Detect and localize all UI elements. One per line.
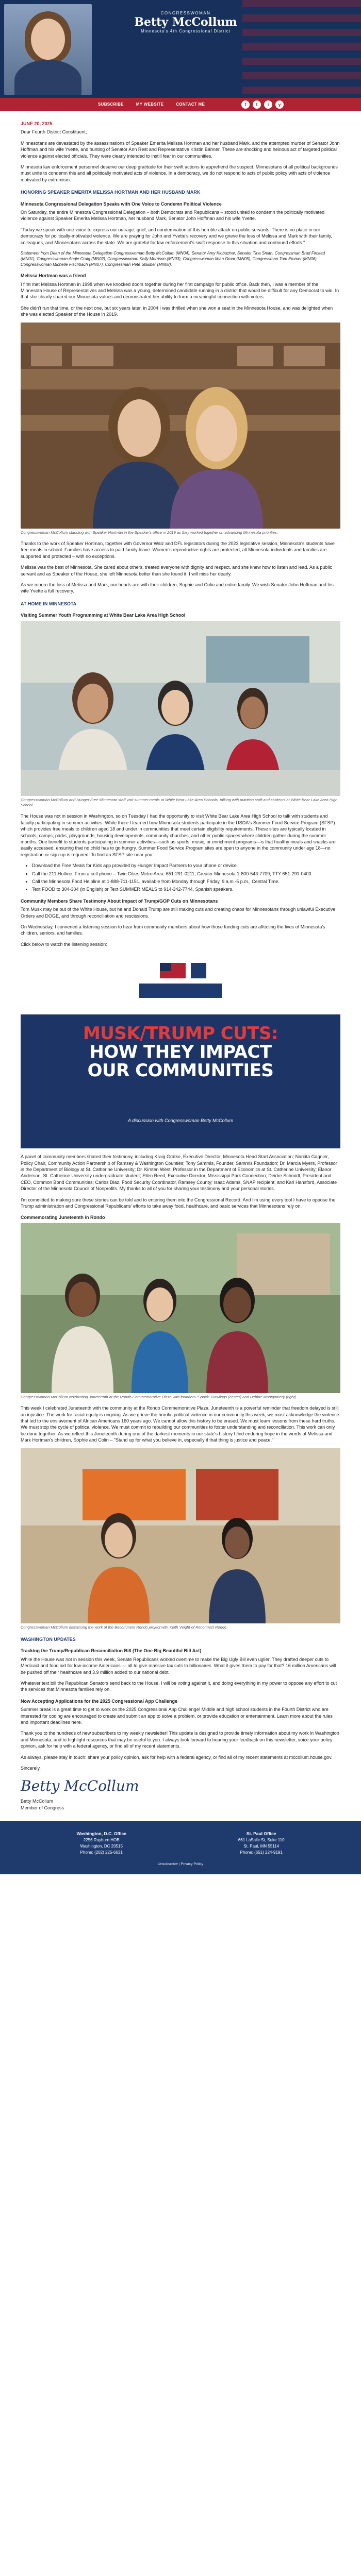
youtube-icon[interactable]: y [275,100,284,109]
office-address: 2256 Rayburn HOB [83,1837,120,1842]
paragraph: The House was not in session in Washington, so on Tuesday I had the opportunity to visit White Bear Lake Area High School to talk with students and faculty participating in summer activities. While there I learned how Minnesota students participate in the USDA's Summer Food Service Program (SFSP) which provides free meals to children aged 18 and under in communities that meet certain eligibility requirements. These sites are typically located in schools, camps, parks, playgrounds, housing developments, community churches, and other public spaces where children gather during the summer months. One benefit to students participating in summer activities—such as sports, music, or enrichment programs—is that healthy meals and snacks are easily accessed, ensuring that no child has to go hungry. Summer Food Service Program sites are open to anyone in the community under age 18—no registration or sign-up is required. To find an SFSP site near you: [21,814,336,857]
promo-line-3: OUR COMMUNITIES [87,1060,274,1081]
footer [0,1821,361,1874]
paragraph: On Saturday, the entire Minnesota Congressional Delegation – both Democrats and Republicans – stood united to condemn the politically motivated violence against Speaker Emerita Melissa Hortman, her husband Mark, Senator John Hoffman and his wife Yvette. [21,210,325,222]
paragraph: This week I celebrated Juneteenth with the community at the Rondo Commemorative Plaza. Juneteenth is a powerful reminder that freedom delayed is still an injustice. The work for racial equity is ongoing. As we grieve the horrific political violence in our community this week, we must acknowledge the violence that led to the enslavement of African Americans 160 years ago. We cannot allow this history to be erased. We must learn lessons from these hard truths. We must stop the cycle of political violence. We must commit to rebuilding our communities to foster understanding and reconciliation. This work can only be done together. As we reflect this Juneteenth during one of the darkest moments in our state's history I find enduring hope in the words of Melissa and Mark Hortman's children, Sophie and Colin – "Stand up for what you believe in, especially if that thing is justice and peace." [21,1405,339,1443]
paragraph: Whatever text bill the Republican Senators send back to the House, I will be voting against it, and doing everything in my power to oppose any effort to cut the services that Minnesota families rely on. [21,1681,337,1692]
photo-caption: Congresswoman McCollum discussing the work of the Becomment Rondo project with Keith Veight of Reconnect Rondo. [21,1624,228,1630]
paragraph: While the House was not in session this week, Senate Republicans worked overtime to make the Big Ugly Bill even uglier. They drafted deeper cuts to Medicaid and food aid for low-income Americans — all to give massive tax cuts to billionaires. What it gives them to pay for that? 16 million Americans will be pushed off their healthcare and 3.9 million added to our national debt. [21,1656,336,1675]
intro-paragraph: Minnesotans are devastated by the assassinations of Speaker Emerita Melissa Hortman and her husband Mark, and the attempted murder of Senator John Hoffman and his wife Yvette, and hunting of Senator Ann Rest and Representative Kristin Bahner. These are shocking and heinous act of targeted political violence against elected officials. They were clearly intended to instill fear in our communities. [21,140,340,159]
paragraph: Melissa was the best of Minnesota. She cared about others, treated everyone with dignity and respect, and she knew how to listen and lead. As a public servant and as Speaker of the House, she left Minnesota better than she found it. I will miss her dearly. [21,565,332,577]
brand-name: Betty McCollum [134,15,237,29]
office-phone: Phone: (202) 225-6631 [80,1850,123,1855]
promo-line-2: HOW THEY IMPACT [89,1041,272,1062]
subheading: Melissa Hortman was a friend [21,273,86,279]
closing: Sincerely, [21,1766,41,1771]
twitter-icon[interactable]: t [253,100,261,109]
office-address: Washington, DC 20515 [80,1843,123,1849]
subheading: Commemorating Juneteenth in Rondo [21,1215,105,1221]
social-links [238,100,284,109]
office-mn [238,1831,285,1856]
paragraph: As we mourn the loss of Melissa and Mark, our hearts are with their children, Sophie and Colin and entire family. We wish Senator John Hoffman and his wife Yvette a full recovery. [21,582,334,594]
photo-reconnect-rondo [21,1448,340,1623]
paragraph: A panel of community members shared their testimony, including Kraig Gratke, Executive Director, Minnesota Head Start Association; Narcita Gagnier, Policy Chair, Community Action Partnership of Ramsey & Washington Counties; Tony Sammis, Founder, Sammis Foundation; Dr. Marcia Myers, Professor in the Department of Biology at St. Catherine University; Dr. Kirsten West, Professor in the Department of Economics at St. Catherine University; Elanor Anderson, St. Catherine University undergraduate student; Ellen Reed, Executive Director, Mississippi Park Connection; Deidre Schmidt, President and CEO, Common Bond Communities; Carlos Diaz, Food Security Coordinator, Ramsey County; Isaac Adams, SNAP recipient; and Kari Hansford, Associate Director of the Minnesota Council of Nonprofits. My thanks to all of you for sharing your testimony and your personal stories. [21,1154,337,1192]
footer-offices [21,1831,340,1856]
paragraph: Thanks to the work of Speaker Hortman, together with Governor Walz and DFL legislators during the 2023 legislative session, Minnesota's students have free meals in school. Families have access to paid family leave. Women's reproductive rights are protected, all Minnesota individuals and families are supported and protected – with no exceptions. [21,540,335,559]
photo-caption: Congresswoman McCollum standing with Speaker Hortman in the Speaker's office in 2019 as they worked together on advancing Minnesota priorities. [21,530,278,535]
subheading: Community Members Share Testimony About Impact of Trump/GOP Cuts on Minnesotans [21,898,218,904]
nav-bar [0,98,361,111]
paragraph: Thank you to the hundreds of new subscribers to my weekly newsletter! This update is designed to provide timely information about my work in Washington and Minnesota, and to highlight resources that may be useful to you. I always look forward to hearing your feedback on this newsletter, voice your policy opinion, ask for help with a federal agency, or find all of my recent statements. [21,1731,339,1749]
promo-line-1: MUSK/TRUMP CUTS: [83,1023,278,1044]
paragraph: As always, please stay in touch: share your policy opinion, ask for help with a federal agency, or find all of my recent statements at mccollum.house.gov. [21,1754,333,1760]
photo-juneteenth [21,1223,340,1393]
nav-subscribe[interactable]: SUBSCRIBE [98,102,124,107]
office-phone: Phone: (651) 224-9191 [240,1850,283,1855]
photo-school-visit [21,621,340,796]
photo-caption: Congresswoman McCollum celebrating Juneteenth at the Rondo Commemorative Plaza with founders "Spock" Rawlings (center) and Debbie Montgomery (right). [21,1394,297,1399]
paragraph: On Wednesday, I convened a listening session to hear from community members about how those funding cuts are affecting the lives of Minnesota's children, seniors, and families. [21,924,325,936]
section-heading: HONORING SPEAKER EMERITA MELISSA HORTMAN AND HER HUSBAND MARK [21,190,201,195]
brand-small: CONGRESSWOMAN [160,11,211,15]
instagram-icon[interactable]: i [264,100,272,109]
resource-list [32,862,340,893]
subheading: Minnesota Congressional Delegation Speaks with One Voice to Condemn Political Violence [21,201,222,207]
promo-logo-band [21,953,340,1014]
paragraph: I'm committed to making sure these stories can be told and to entering them into the Congressional Record. And I'm using every tool I have to oppose the Trump administration and Congressional Republicans' efforts to take away food, healthcare, and basic services that Minnesotans rely on. [21,1197,336,1209]
promo-caption: A discussion with Congresswoman Betty McCollum [127,1118,234,1124]
list-item: • Call the Minnesota Food Helpline at 1-888-711-1151, available from Monday through Friday, 9 a.m.-5 p.m., Central Time. [32,878,340,885]
greeting: Dear Fourth District Constituent, [21,129,87,135]
signer-role: Member of Congress [21,1805,64,1810]
subheading: Tracking the Trump/Republican Reconciliation Bill (The One Big Beautiful Bill Act) [21,1648,202,1654]
paragraph: Click below to watch the listening session: [21,941,107,947]
office-label: St. Paul Office [246,1831,276,1836]
list-item: • Call the 211 Hotline. From a cell phone – Twin Cities Metro Area: 651-291-0211; Greater Minnesota 1-800-543-7709; TTY 651-291-0403. [32,871,340,877]
nav-website[interactable]: MY WEBSITE [136,102,164,107]
header-banner [0,0,361,98]
office-label: Washington, D.C. Office [76,1831,126,1836]
nav-contact[interactable]: CONTACT ME [176,102,205,107]
subheading: Now Accepting Applications for the 2025 Congressional App Challenge [21,1698,178,1704]
signer-block [21,1798,340,1811]
paragraph: Tom Musk may be out of the White House, but he and Donald Trump are still making cuts and creating chaos for Minnesotans through unlawful Executive Orders and DOGE, and through reconciliation and rescissions. [21,907,336,919]
quote-paragraph: "Today we speak with one voice to express our outrage, grief, and condemnation of this horrible attack on public servants. There is no place in our democracy for politically-motivated violence. We are praying for John and Yvette's recovery and we grieve the loss of Melissa and Mark with their family, colleagues, and Minnesotans across the state. We are grateful for law enforcement's swift response to this situation and continued efforts." [21,227,332,245]
brand-block [134,10,237,34]
photo-hortman-office [21,323,340,529]
intro-paragraph: Minnesota law enforcement personnel deserve our deep gratitude for their swift actions to apprehend the suspect. Minnesotans of all political backgrounds must unite to condemn this and all politically motivated acts of violence. In a democracy, we do not respond to acts of public policy with acts of violence motivated by extremism. [21,164,338,182]
office-address: 661 LaSalle St, Suite 110 [238,1837,285,1842]
listening-session-video[interactable] [21,953,340,1148]
paragraph: She didn't run that time, or the next one, but six years later, in 2004 I was thrilled when she won a seat in the Minnesota House, and was delighted when she was elected Speaker of the House in 2019. [21,305,333,317]
brand-sub: Minnesota's 4th Congressional District [141,29,231,34]
letter-body [0,111,361,1811]
office-dc [76,1831,126,1856]
photo-caption: Congresswoman McCollum and Hunger Free Minnesota staff visit summer meals at White Bear Lake Area Schools, talking with nutrition staff and students at White Bear Lake Area High School. [21,797,338,807]
section-heading: AT HOME IN MINNESOTA [21,601,77,606]
promo-title [21,1025,340,1080]
subheading: Visiting Summer Youth Programming at White Bear Lake Area High School [21,613,186,618]
section-heading: WASHINGTON UPDATES [21,1637,76,1642]
paragraph: I first met Melissa Hortman in 1998 when we knocked doors together during her first campaign for public office. Back then, I was a member of the Minnesota House of Representatives and Melissa was a young, determined candidate running in a district that would be difficult for any Democrat to win. In that she clearly shared our Minnesota values and demonstrated her ability to form a meaningful connection with voters. [21,281,339,300]
congresswoman-portrait [4,4,92,95]
list-item: • Text FOOD to 304-304 (in English) or Text SUMMER MEALS to 914-342-7744, Spanish speakers. [32,886,340,892]
newsletter-date: JUNE 20, 2025 [21,121,53,126]
office-address: St. Paul, MN 55114 [243,1843,280,1849]
signature: Betty McCollum [21,1777,139,1794]
footer-links[interactable]: Unsubscribe | Privacy Policy [157,1862,204,1866]
list-item: • Download the Free Meals for Kids app provided by Hunger Impact Partners to your phone or device. [32,862,340,869]
signer-name: Betty McCollum [21,1799,54,1804]
facebook-icon[interactable]: f [241,100,250,109]
paragraph: Statement from Dean of the Minnesota Delegation Congresswoman Betty McCollum (MN04), Senator Amy Klobuchar, Senator Tina Smith, Congressman Brad Finstad (MN01), Congresswoman Angie Craig (MN02), Congresswoman Kelly Morrison (MN03), Congresswoman Ilhan Omar (MN05), Congressman Tom Emmer (MN06), Congresswoman Michelle Fischbach (MN07), Congressman Pete Stauber (MN08). [21,251,325,267]
paragraph: Summer break is a great time to get to work on the 2025 Congressional App Challenge! Middle and high school students in the Fourth District who are interested for coding are encouraged to create and submit an app to solve a problem, or provide education or entertainment. Learn more about the rules and important deadlines here. [21,1707,333,1725]
